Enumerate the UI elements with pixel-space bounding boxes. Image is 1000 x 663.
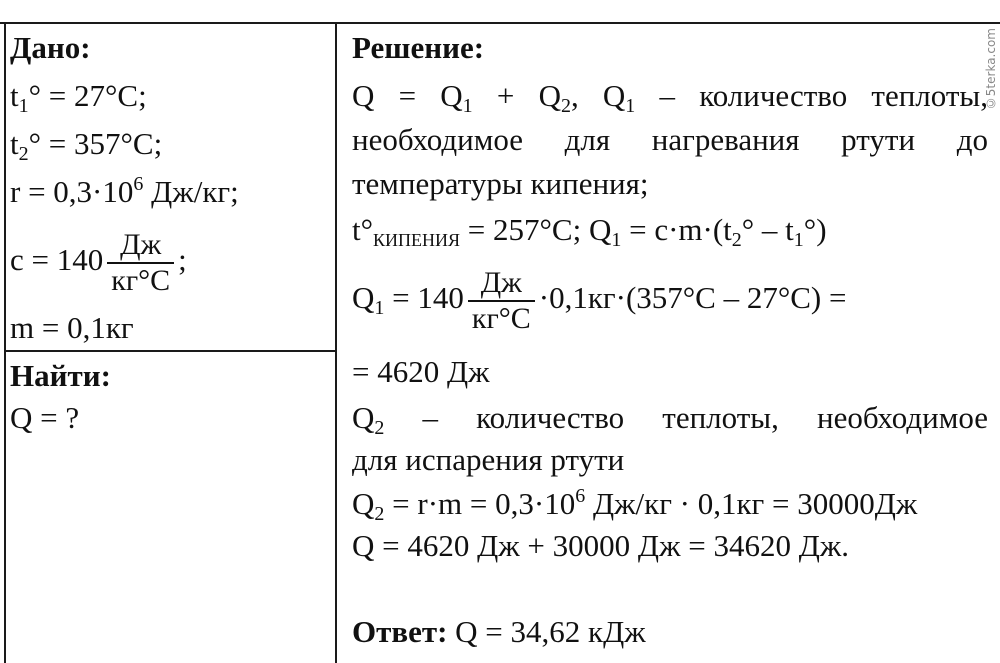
- solution-line-10: Q = 4620 Дж + 30000 Дж = 34620 Дж.: [352, 528, 850, 563]
- solution-heading: Решение:: [352, 30, 485, 65]
- solution-line-9: $Q_2 = r\cdot m = 0,3\cdot 10^6$ Дж/кг · 0,1кг = 30000Дж: [352, 485, 918, 525]
- given-r: $r = 0,3\cdot 10^6$ Дж/кг;: [10, 173, 239, 209]
- column-divider-line: [335, 22, 337, 663]
- solution-line-2: необходимое для нагревания ртути до: [352, 122, 988, 157]
- given-t2: $t_2^\circ = 357^\circ C$;: [10, 126, 163, 165]
- solution-line-1: Q = $Q_1$ + $Q_2$, $Q_1$ – количество теплоты,: [352, 78, 988, 117]
- solution-fraction: $\frac{Дж}{кг^\circ C}$: [468, 266, 535, 336]
- given-t1: $t_1^\circ = 27^\circ C$;: [10, 78, 147, 117]
- solution-line-5: $Q_1 = 140$ $\frac{Дж}{кг^\circ C}$ ·0,1кг·(357°C – 27°C) =: [352, 265, 847, 335]
- given-c-fraction: $\frac{Дж}{кг^\circ C}$: [107, 228, 174, 298]
- find-q: Q = ?: [10, 400, 80, 435]
- given-heading: Дано:: [10, 30, 91, 65]
- solution-line-8: для испарения ртути: [352, 442, 625, 477]
- watermark: ©5terka.com: [984, 28, 998, 111]
- find-heading: Найти:: [10, 358, 111, 393]
- answer: [352, 614, 646, 650]
- solution-line-4: $t^\circ_{КИПЕНИЯ} = 257^\circ C$; $Q_1 = c\cdot m\cdot(t_2^\circ - t_1^\circ)$: [352, 212, 827, 251]
- answer-label: Ответ:: [352, 614, 448, 649]
- given-find-divider-line: [4, 350, 337, 352]
- solution-line-6: = 4620 Дж: [352, 354, 490, 389]
- given-m: m = 0,1кг: [10, 310, 134, 345]
- solution-line-3: температуры кипения;: [352, 166, 649, 201]
- solution-line-7: $Q_2$ – количество теплоты, необходимое: [352, 400, 988, 439]
- answer-value: Q = 34,62 кДж: [447, 614, 646, 649]
- given-c: c = 140 $\frac{Дж}{кг^\circ C}$ ;: [10, 227, 187, 297]
- left-border-line: [4, 22, 6, 663]
- top-border-line: [0, 22, 1000, 24]
